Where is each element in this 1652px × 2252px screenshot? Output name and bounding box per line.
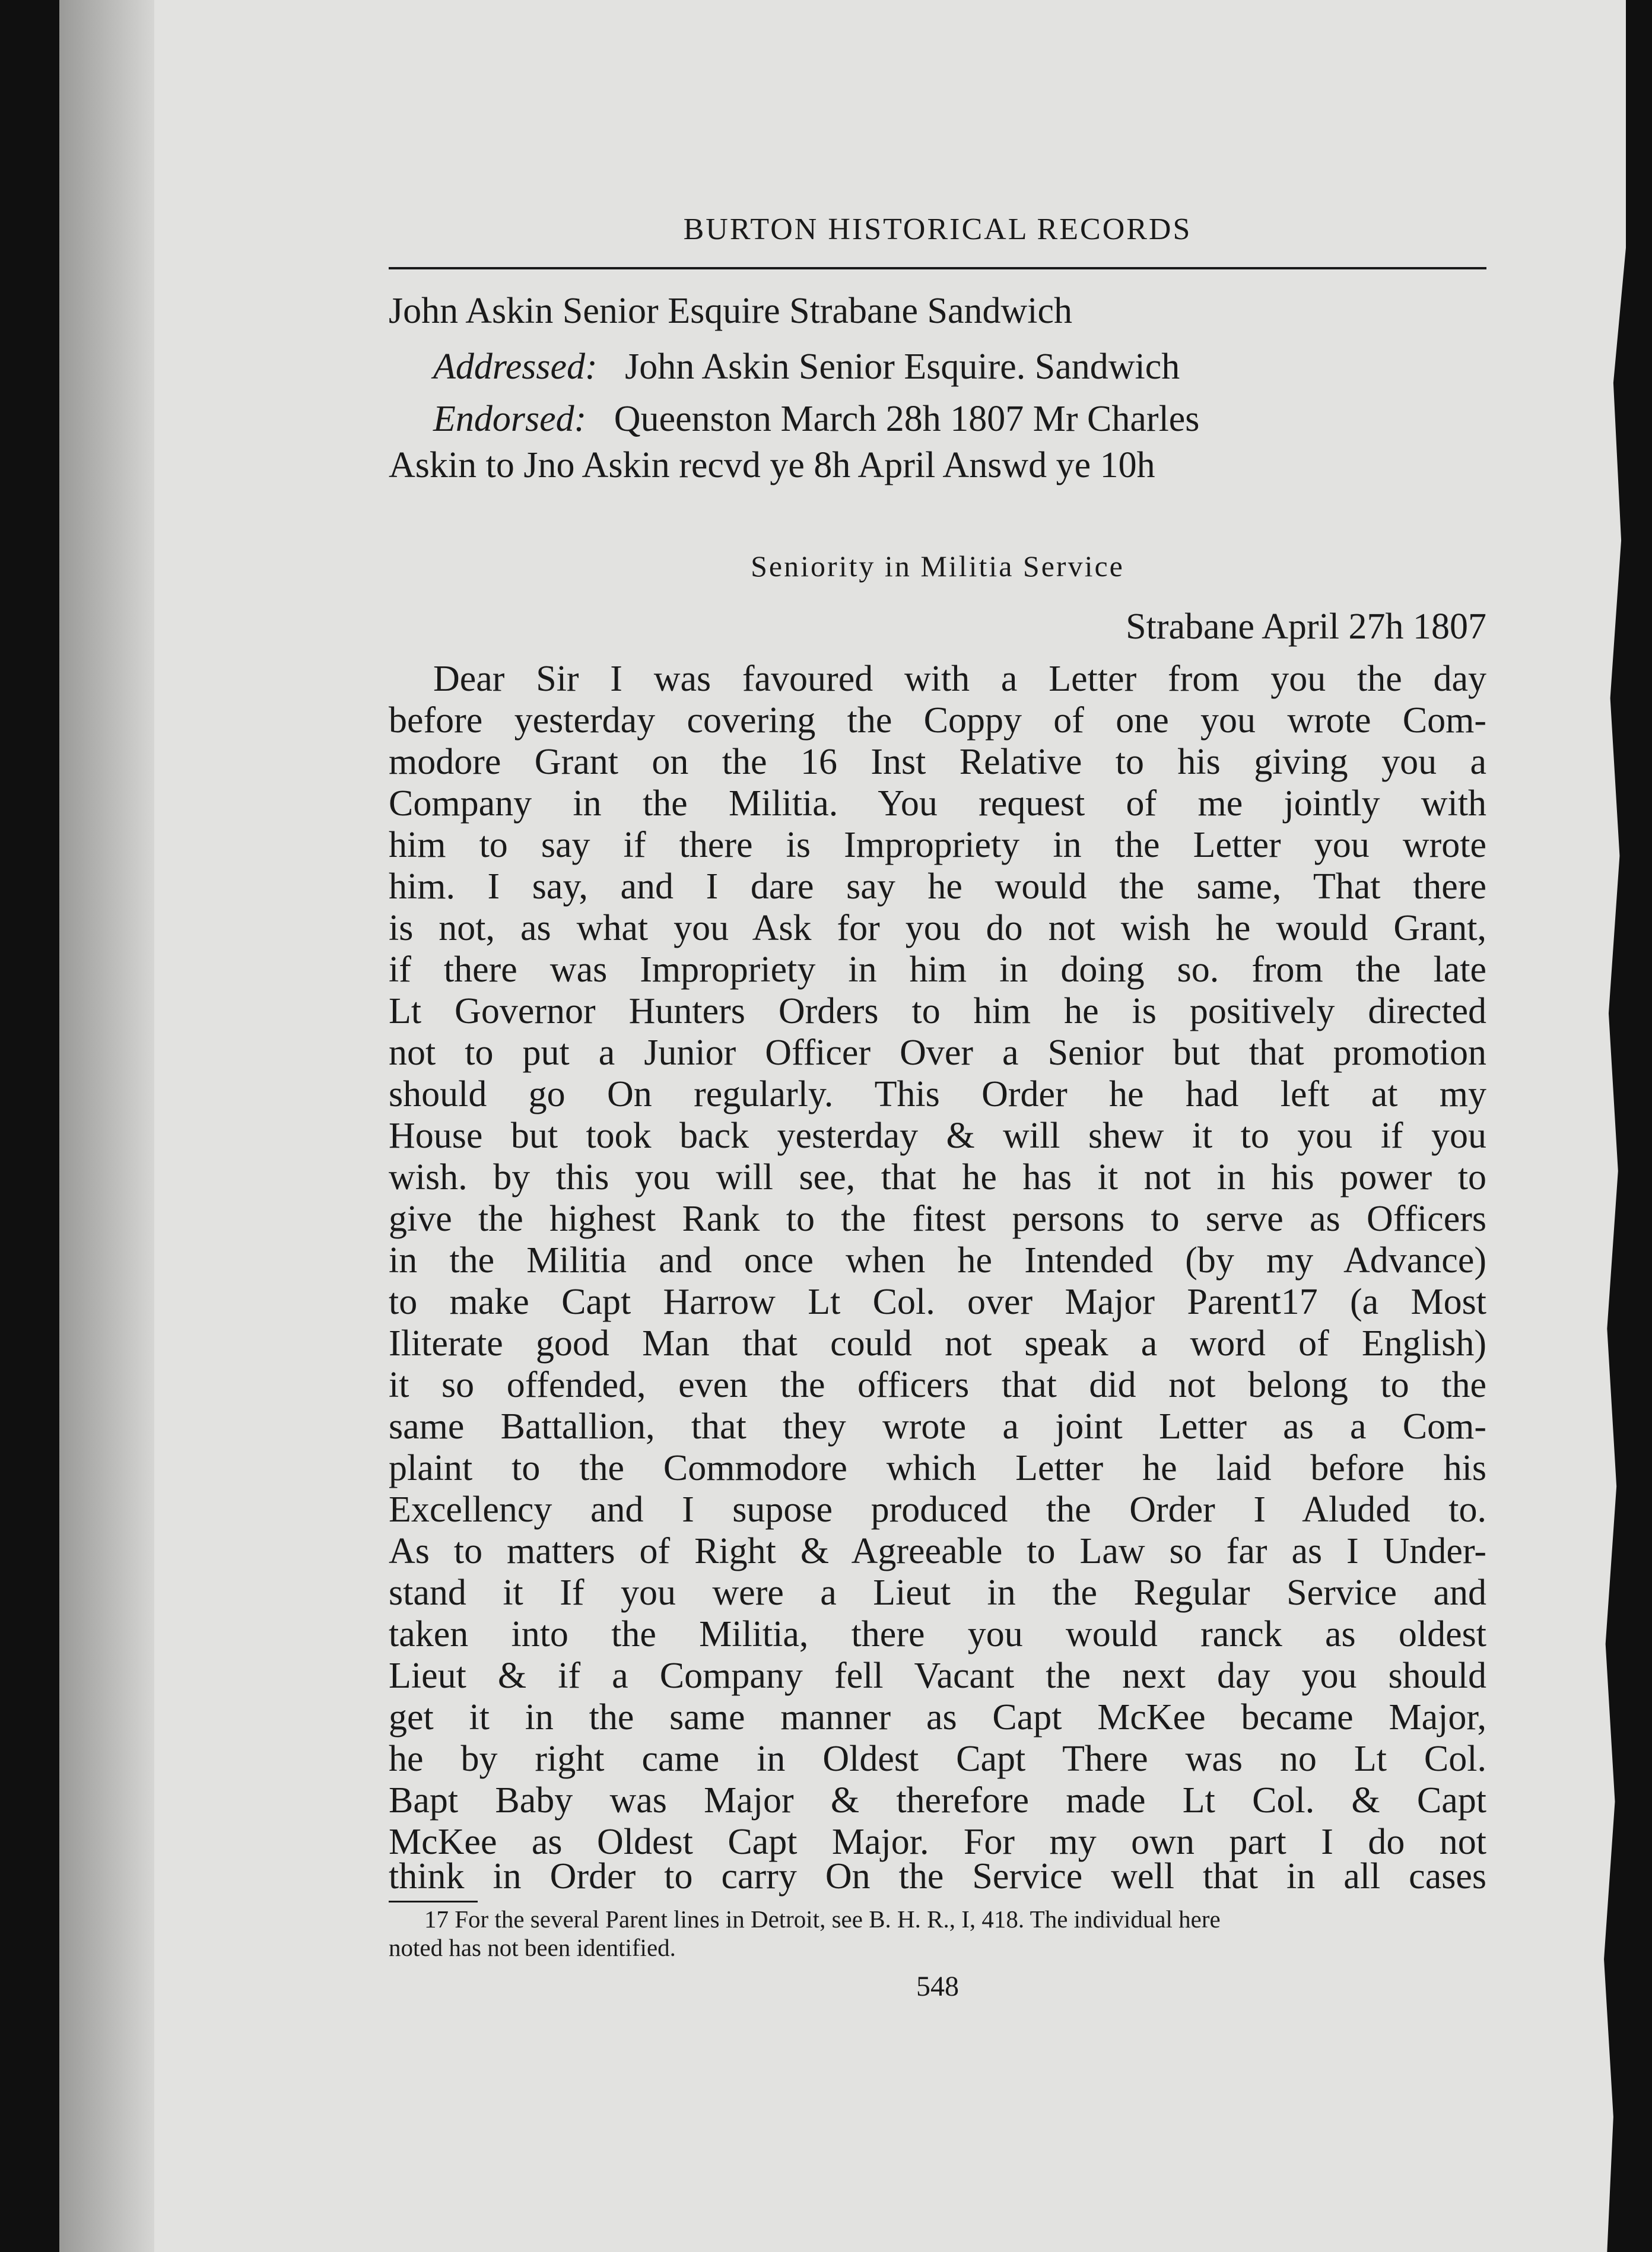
body-line: As to matters of Right & Agreeable to Law so far as I Under- <box>389 1531 1486 1571</box>
body-line: plaint to the Commodore which Letter he laid before his <box>389 1448 1486 1488</box>
section-heading: Seniority in Militia Service <box>751 549 1124 583</box>
footnote-line: 17 For the several Parent lines in Detroit, see B. H. R., I, 418. The individual here <box>424 1905 1221 1933</box>
addressed-text: John Askin Senior Esquire. Sandwich <box>625 347 1180 387</box>
body-line: stand it If you were a Lieut in the Regular Service and <box>389 1573 1486 1613</box>
body-line: give the highest Rank to the fitest persons to serve as Officers <box>389 1199 1486 1239</box>
body-line: Excellency and I supose produced the Order I Aluded to. <box>389 1489 1486 1530</box>
body-line: before yesterday covering the Coppy of one you wrote Com- <box>389 700 1486 741</box>
endorsed-continuation: Askin to Jno Askin recvd ye 8h April Answd ye 10h <box>389 445 1155 485</box>
footnote-rule <box>389 1901 478 1902</box>
body-line: Lieut & if a Company fell Vacant the next day you should <box>389 1656 1486 1696</box>
body-line: not to put a Junior Officer Over a Senior but that promotion <box>389 1033 1486 1073</box>
body-line: if there was Impropriety in him in doing so. from the late <box>389 949 1486 990</box>
body-line: House but took back yesterday & will shew it to you if you <box>389 1116 1486 1156</box>
sign-off-line: John Askin Senior Esquire Strabane Sandwich <box>389 291 1073 331</box>
endorsed-text: Queenston March 28h 1807 Mr Charles <box>614 399 1200 439</box>
body-line: to make Capt Harrow Lt Col. over Major Parent17 (a Most <box>389 1282 1486 1322</box>
body-line: wish. by this you will see, that he has it not in his power to <box>389 1157 1486 1198</box>
body-line: Company in the Militia. You request of me jointly with <box>389 783 1486 824</box>
body-line: him. I say, and I dare say he would the same, That there <box>389 866 1486 907</box>
header-rule <box>389 267 1486 269</box>
binding-shadow <box>59 0 154 2252</box>
body-line: should go On regularly. This Order he had left at my <box>389 1074 1486 1114</box>
body-line: is not, as what you Ask for you do not wish he would Grant, <box>389 908 1486 948</box>
body-line: modore Grant on the 16 Inst Relative to his giving you a <box>389 742 1486 782</box>
body-line: he by right came in Oldest Capt There was no Lt Col. <box>389 1739 1486 1779</box>
addressed-line <box>389 344 1486 389</box>
body-line: him to say if there is Impropriety in the Letter you wrote <box>389 825 1486 865</box>
body-line: McKee as Oldest Capt Major. For my own part I do not <box>389 1822 1486 1862</box>
running-head: BURTON HISTORICAL RECORDS <box>683 212 1192 246</box>
body-line: it so offended, even the officers that did not belong to the <box>389 1365 1486 1405</box>
body-line: Dear Sir I was favoured with a Letter from you the day <box>433 659 1486 699</box>
body-line: think in Order to carry On the Service well that in all cases <box>389 1856 1486 1897</box>
body-line: taken into the Militia, there you would ranck as oldest <box>389 1614 1486 1654</box>
body-line: Bapt Baby was Major & therefore made Lt Col. & Capt <box>389 1780 1486 1821</box>
footnote-line: noted has not been identified. <box>389 1934 676 1961</box>
endorsed-label: Endorsed: <box>433 399 587 439</box>
body-line: get it in the same manner as Capt McKee became Major, <box>389 1697 1486 1738</box>
dateline: Strabane April 27h 1807 <box>1126 606 1486 647</box>
body-line: in the Militia and once when he Intended (by my Advance) <box>389 1240 1486 1281</box>
body-line: same Battallion, that they wrote a joint Letter as a Com- <box>389 1406 1486 1447</box>
endorsed-line <box>389 396 1486 441</box>
body-line: Lt Governor Hunters Orders to him he is positively directed <box>389 991 1486 1031</box>
page-number: 548 <box>916 1971 959 2002</box>
addressed-label: Addressed: <box>433 347 598 387</box>
body-line: Iliterate good Man that could not speak a word of English) <box>389 1323 1486 1364</box>
